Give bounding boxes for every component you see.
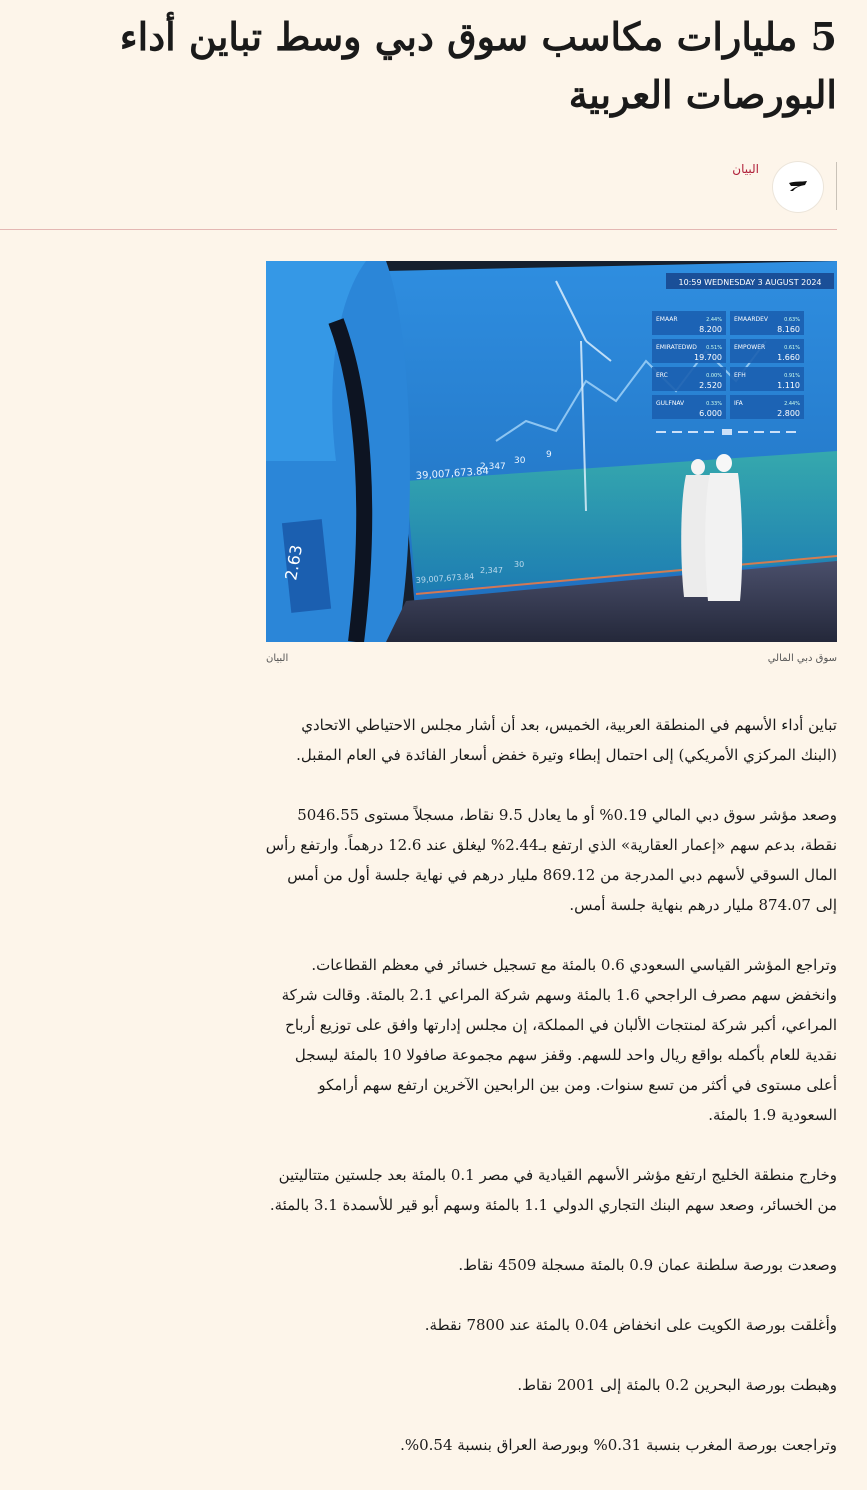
ticker-tile — [652, 311, 726, 335]
board-value: 9 — [546, 450, 552, 460]
ticker-price: 2.520 — [699, 381, 722, 390]
author-name[interactable]: البيان — [732, 162, 759, 176]
board-value-reflection: 39,007,673.84 — [415, 571, 475, 585]
article-hero-image — [266, 261, 837, 642]
ticker-name: GULFNAV — [656, 400, 685, 407]
image-caption: سوق دبي المالي — [767, 653, 837, 664]
board-value-reflection: 2,347 — [480, 566, 503, 575]
byline — [537, 158, 837, 216]
ticker-price: 1.660 — [777, 353, 800, 362]
board-value: 39,007,673.84 — [415, 465, 490, 482]
stock-exchange-photo — [266, 261, 837, 642]
ticker-price: 8.200 — [699, 325, 722, 334]
ticker-price: 8.160 — [777, 325, 800, 334]
article-paragraph: وتراجع المؤشر القياسي السعودي 0.6 بالمئة مع تسجيل خسائر في معظم القطاعات. وانخفض سهم مصرف الراجحي 1.6 بالمئة وسهم شركة المراعي 2.1 بالمئة. وقالت شركة المراعي، أكبر شركة لمنتجات الألبان في المملكة، إن مجلس إدارتها وافق على توزيع أرباح نقدية للعام بأكمله بواقع ريال واحد للسهم. وقفز سهم مجموعة صافولا 10 بالمئة ليسجل أعلى مستوى في أكثر من تسع سنوات. ومن بين الرابحين الآخرين ارتفع سهم أرامكو السعودية 1.9 بالمئة. — [281, 956, 837, 1124]
ticker-price: 2.800 — [777, 409, 800, 418]
ticker-pct: 0.63% — [784, 317, 800, 323]
ticker-price: 6.000 — [699, 409, 722, 418]
ticker-price: 19.700 — [694, 353, 722, 362]
people-figure — [681, 454, 742, 601]
ticker-name: EMAAR — [656, 316, 678, 323]
curved-screen-value: 2.63 — [281, 543, 307, 582]
ticker-name: EMIRATEDWD — [656, 344, 697, 351]
ticker-tile — [730, 339, 804, 363]
board-clock: 10:59 WEDNESDAY 3 AUGUST 2024 — [678, 278, 822, 287]
article-body — [262, 710, 837, 1490]
board-value: 2,347 — [480, 462, 506, 472]
ticker-name: EFH — [734, 372, 746, 379]
ticker-pct: 2.44% — [784, 401, 800, 407]
ticker-name: EMAARDEV — [734, 316, 769, 323]
ticker-tile — [730, 395, 804, 419]
article-paragraph: وصعدت بورصة سلطنة عمان 0.9 بالمئة مسجلة 4509 نقاط. — [458, 1256, 837, 1274]
article-paragraph: وتراجعت بورصة المغرب بنسبة 0.31% وبورصة العراق بنسبة 0.54%. — [400, 1436, 837, 1454]
ticker-tile — [730, 367, 804, 391]
ticker-pct: 0.91% — [784, 373, 800, 379]
ticker-tile — [652, 395, 726, 419]
ticker-name: IFA — [734, 400, 743, 407]
board-value: 30 — [514, 456, 526, 466]
header-divider — [0, 229, 837, 230]
article-paragraph: وهبطت بورصة البحرين 0.2 بالمئة إلى 2001 نقاط. — [517, 1376, 837, 1394]
ticker-pct: 0.33% — [706, 401, 722, 407]
ticker-tile — [652, 339, 726, 363]
ticker-pct: 2.44% — [706, 317, 722, 323]
byline-rule — [836, 162, 837, 210]
author-avatar[interactable] — [773, 162, 823, 212]
ticker-name: EMPOWER — [734, 344, 766, 351]
ticker-tile — [652, 367, 726, 391]
article-headline: 5 مليارات مكاسب سوق دبي وسط تباين أداء البورصات العربية — [119, 14, 837, 117]
article-paragraph: تباين أداء الأسهم في المنطقة العربية، الخميس، بعد أن أشار مجلس الاحتياطي الاتحادي (البنك المركزي الأمريكي) إلى احتمال إبطاء وتيرة خفض أسعار الفائدة في العام المقبل. — [296, 716, 837, 764]
article-paragraph: وصعد مؤشر سوق دبي المالي 0.19% أو ما يعادل 9.5 نقاط، مسجلاً مستوى 5046.55 نقطة، بدعم سهم «إعمار العقارية» الذي ارتفع بـ2.44% ليغلق عند 12.6 درهماً. وارتفع رأس المال السوقي لأسهم دبي المدرجة من 869.12 مليار درهم في نهاية جلسة أول من أمس إلى 874.07 مليار درهم بنهاية جلسة أمس. — [265, 806, 837, 914]
ticker-price: 1.110 — [777, 381, 800, 390]
ticker-name: ERC — [656, 372, 668, 379]
ticker-pct: 0.51% — [706, 345, 722, 351]
ticker-pct: 0.61% — [784, 345, 800, 351]
image-credit: البيان — [266, 653, 289, 664]
ticker-tile — [730, 311, 804, 335]
board-value-reflection: 30 — [514, 560, 525, 569]
article-paragraph: وخارج منطقة الخليج ارتفع مؤشر الأسهم القيادية في مصر 0.1 بالمئة بعد جلستين متتاليتين من الخسائر، وصعد سهم البنك التجاري الدولي 1.1 بالمئة وسهم أبو قير للأسمدة 3.1 بالمئة. — [269, 1166, 837, 1214]
brand-logo-icon — [787, 179, 809, 195]
article-paragraph: وأغلقت بورصة الكويت على انخفاض 0.04 بالمئة عند 7800 نقطة. — [424, 1316, 837, 1334]
ticker-pct: 0.00% — [706, 373, 722, 379]
